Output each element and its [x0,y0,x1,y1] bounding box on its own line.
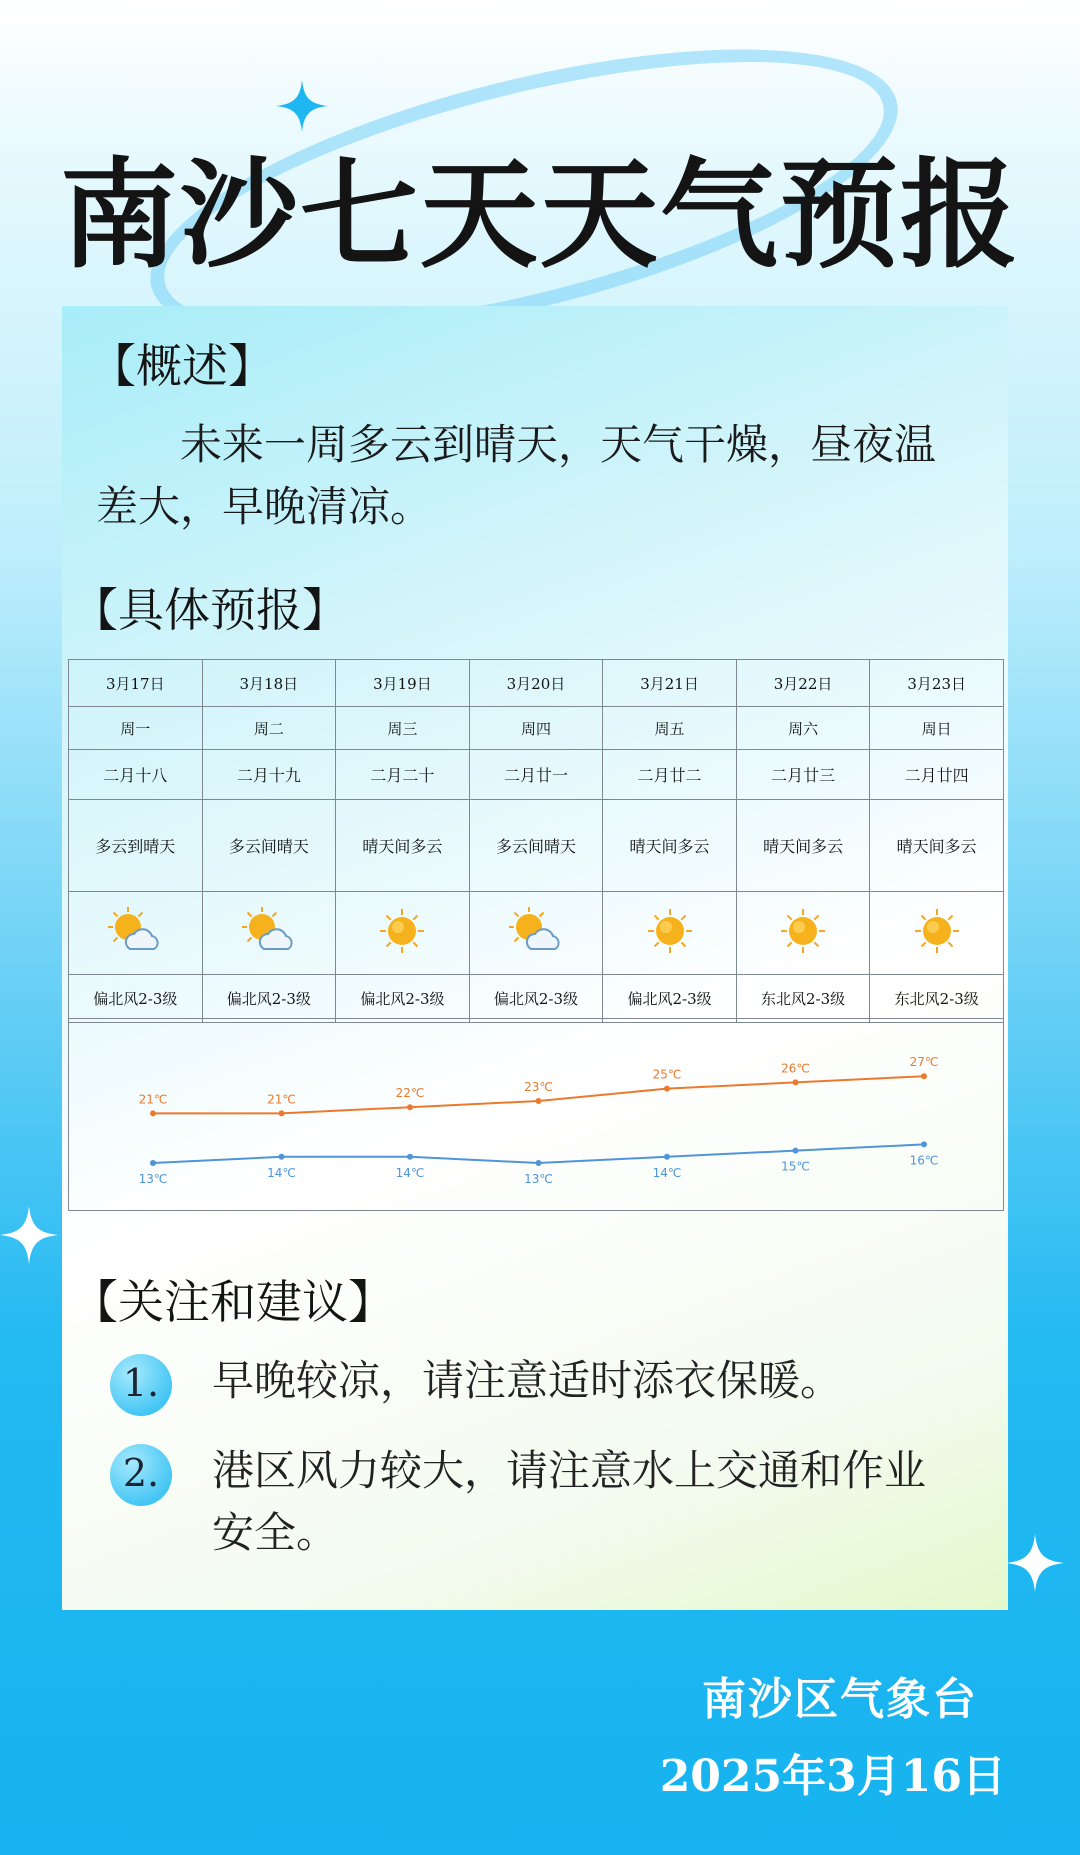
temp-point [921,1141,927,1147]
date-cell: 3月20日 [469,660,603,707]
temp-label: 27℃ [909,1055,939,1070]
icon-row [69,892,1004,975]
weather-cell: 晴天间多云 [870,800,1004,892]
temp-point [793,1148,799,1154]
wind-cell: 偏北风2-3级 [69,975,203,1023]
advice-text: 早晚较凉，请注意适时添衣保暖。 [212,1356,843,1405]
weather-icon-cell [870,892,1004,975]
date-cell: 3月22日 [736,660,870,707]
temp-label: 21℃ [138,1092,168,1107]
temp-label: 14℃ [395,1165,425,1180]
temp-point [407,1104,413,1110]
weather-cell: 多云间晴天 [469,800,603,892]
lunar-row [69,750,1004,800]
issue-date: 2025年3月16日 [659,1751,1006,1802]
date-cell: 3月21日 [603,660,737,707]
temp-point [150,1110,156,1116]
issuer-name: 南沙区气象台 [702,1674,978,1725]
weather-cell: 晴天间多云 [336,800,470,892]
sun-cloud-icon [507,905,565,957]
sun-cloud-icon [240,905,298,957]
lunar-cell: 二月十九 [202,750,336,800]
wind-cell: 东北风2-3级 [736,975,870,1023]
temp-point [921,1073,927,1079]
date-cell: 3月19日 [336,660,470,707]
weekday-cell: 周六 [736,707,870,750]
lunar-cell: 二月廿四 [870,750,1004,800]
date-cell: 3月17日 [69,660,203,707]
temp-point [279,1110,285,1116]
wind-cell: 偏北风2-3级 [469,975,603,1023]
wind-cell: 偏北风2-3级 [336,975,470,1023]
sparkle-icon [0,1206,58,1264]
temp-point [664,1154,670,1160]
wind-cell: 东北风2-3级 [870,975,1004,1023]
weekday-cell: 周日 [870,707,1004,750]
temp-point [150,1160,156,1166]
temp-label: 13℃ [524,1172,553,1186]
temp-label: 26℃ [781,1061,810,1076]
sun-icon [646,907,694,955]
sun-icon [378,907,426,955]
weekday-cell: 周二 [202,707,336,750]
temp-label: 13℃ [138,1172,168,1186]
forecast-heading: 【具体预报】 [72,583,348,637]
date-row [69,660,1004,707]
forecast-card [62,306,1008,1610]
temp-label: 21℃ [267,1092,296,1107]
advice-heading: 【关注和建议】 [72,1275,394,1329]
weather-icon-cell [69,892,203,975]
weather-icon-cell [736,892,870,975]
summary-heading: 【概述】 [90,339,274,393]
weather-icon-cell [336,892,470,975]
weather-cell: 多云到晴天 [69,800,203,892]
weather-cell: 多云间晴天 [202,800,336,892]
weather-icon-cell [202,892,336,975]
weather-cell: 晴天间多云 [736,800,870,892]
weekday-cell: 周四 [469,707,603,750]
advice-number-badge: 1. [110,1354,172,1416]
weather-cell: 晴天间多云 [603,800,737,892]
summary-text: 未来一周多云到晴天，天气干燥，昼夜温差大，早晚清凉。 [96,420,937,531]
weather-row [69,800,1004,892]
temperature-chart [68,1018,1004,1211]
temp-point [536,1098,542,1104]
lunar-cell: 二月廿三 [736,750,870,800]
lunar-cell: 二月十八 [69,750,203,800]
advice-number-badge: 2. [110,1444,172,1506]
temp-label: 23℃ [524,1080,553,1094]
sun-icon [779,907,827,955]
temp-label: 14℃ [652,1165,682,1180]
temp-label: 15℃ [781,1159,810,1174]
sun-icon [913,907,961,955]
advice-text: 港区风力较大，请注意水上交通和作业安全。 [212,1446,927,1557]
weather-icon-cell [603,892,737,975]
lunar-cell: 二月二十 [336,750,470,800]
page-title: 南沙七天天气预报 [59,145,1020,284]
wind-row [69,975,1004,1023]
wind-cell: 偏北风2-3级 [202,975,336,1023]
temp-point [536,1160,542,1166]
date-cell: 3月23日 [870,660,1004,707]
weather-icon-cell [469,892,603,975]
temp-label: 25℃ [652,1067,682,1082]
temp-label: 14℃ [267,1165,296,1180]
weekday-row [69,707,1004,750]
lunar-cell: 二月廿一 [469,750,603,800]
temp-label: 22℃ [395,1086,425,1101]
temp-point [279,1154,285,1160]
lunar-cell: 二月廿二 [603,750,737,800]
temp-point [407,1154,413,1160]
temperature-chart-svg [69,1019,1003,1210]
temp-label: 16℃ [909,1153,939,1168]
weekday-cell: 周三 [336,707,470,750]
date-cell: 3月18日 [202,660,336,707]
sparkle-icon [1006,1534,1064,1592]
temp-point [793,1079,799,1085]
weekday-cell: 周一 [69,707,203,750]
sun-cloud-icon [106,905,164,957]
forecast-table [68,659,1004,1023]
temp-point [664,1086,670,1092]
weekday-cell: 周五 [603,707,737,750]
wind-cell: 偏北风2-3级 [603,975,737,1023]
